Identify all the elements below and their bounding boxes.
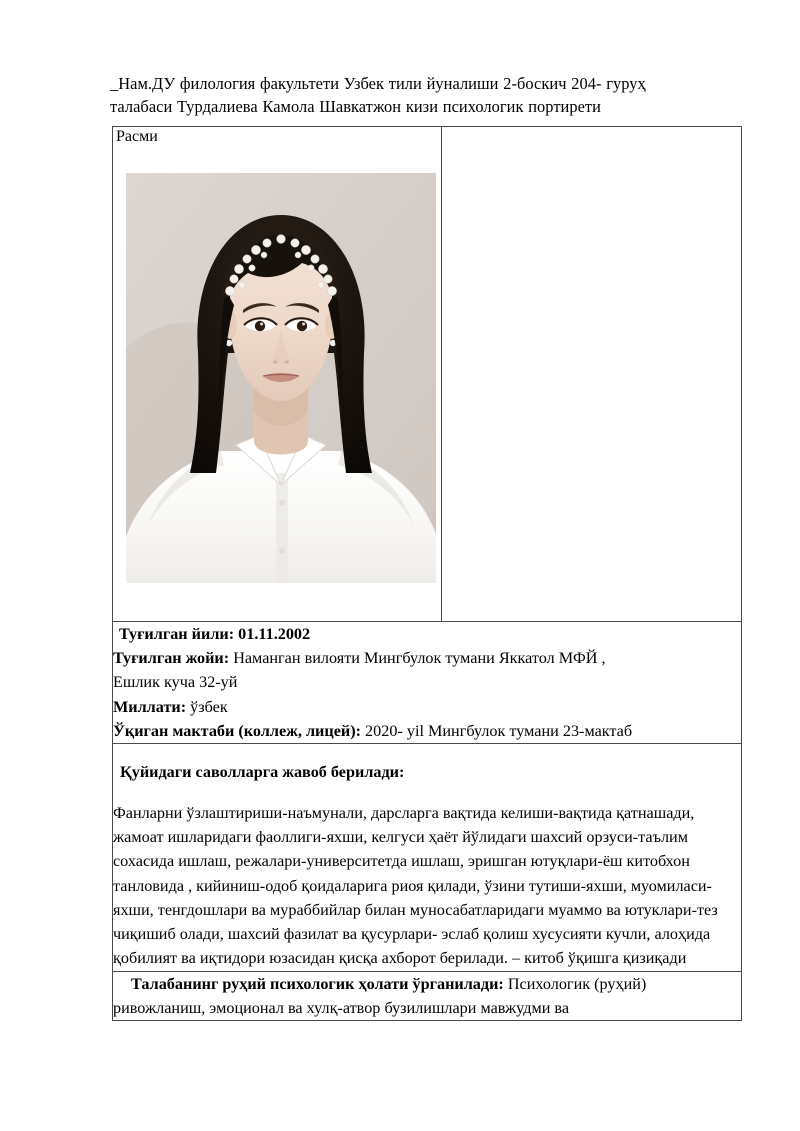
- bio-birth-place: [113, 646, 741, 670]
- psych-state-cell: [113, 971, 742, 1021]
- bio-birth-place-value-2: Ешлик куча 32-уй: [113, 673, 238, 692]
- page-title-line-1: _Нам.ДУ филология факультети Узбек тили йуналиши 2-боскич 204- гуруҳ: [110, 74, 646, 93]
- photo-label: Расми: [116, 128, 158, 145]
- bio-school-value: 2020- yil Мингбулок тумани 23-мактаб: [365, 721, 633, 740]
- psych-state-body: Психологик (руҳий) ривожланиш, эмоционал ва хулқ-атвор бузилишлари мавжудми ва: [113, 974, 647, 1018]
- psych-state-paragraph: [113, 972, 741, 1021]
- bio-school: [113, 719, 741, 743]
- bio-nationality-value: ўзбек: [190, 697, 228, 716]
- photo-row-right-cell: [442, 127, 742, 622]
- table-row-answers: [113, 744, 742, 972]
- bio-birth-year-value: 01.11.2002: [238, 625, 311, 643]
- table-row-bio: [113, 622, 742, 744]
- bio-school-label: Ўқиган мактаби (коллеж, лицей):: [113, 721, 361, 740]
- student-portrait-photo: [126, 173, 436, 583]
- psychological-portrait-table: [112, 126, 742, 1021]
- photo-cell: [113, 127, 442, 622]
- psych-state-heading: Талабанинг руҳий психологик ҳолати ўрганилади:: [131, 974, 504, 993]
- answers-cell: [113, 744, 742, 972]
- table-row-photo: [113, 127, 742, 622]
- bio-birth-year-label: Туғилган йили:: [119, 625, 235, 643]
- bio-nationality-label: Миллати:: [113, 697, 187, 716]
- bio-cell: [113, 622, 742, 744]
- table-row-psych-state: [113, 971, 742, 1021]
- answers-heading: Қуйидаги саволларга жавоб берилади:: [120, 763, 405, 782]
- page-title-line-2: талабаси Турдалиева Камола Шавкатжон кизи психологик портирети: [110, 97, 601, 116]
- bio-birth-place-label: Туғилган жойи:: [113, 649, 230, 668]
- page-title: [110, 72, 742, 118]
- bio-birth-year: [113, 622, 741, 646]
- answers-body: Фанларни ўзлаштириши-наъмунали, дарсларга вақтида келиши-вақтида қатнашади, жамоат ишларидаги фаоллиги-яхши, келгуси ҳаёт йўлидаги шахсий орзуси-таълим сохасида ишлаш, режалари-университетда ишлаш, эришган ютуқлари-ёш китобхон танловида , кийиниш-одоб қоидаларига риоя қилади, ўзини тутиши-яхши, муомиласи-яхши, тенгдошлари ва мураббийлар билан муносабатларидаги муаммо ва ютуклари-тез чиқишиб олади, шахсий фазилат ва қусурлари- эслаб қолиш хусусияти кучли, алоҳида қобилият ва иқтидори юзасидан қисқа ахборот берилади. – китоб ўқишга қизиқади: [113, 803, 718, 968]
- bio-nationality: [113, 695, 741, 719]
- bio-birth-place-value-1: Наманган вилояти Мингбулок тумани Яккатол МФЙ ,: [233, 649, 606, 668]
- bio-birth-place-cont: [113, 670, 741, 694]
